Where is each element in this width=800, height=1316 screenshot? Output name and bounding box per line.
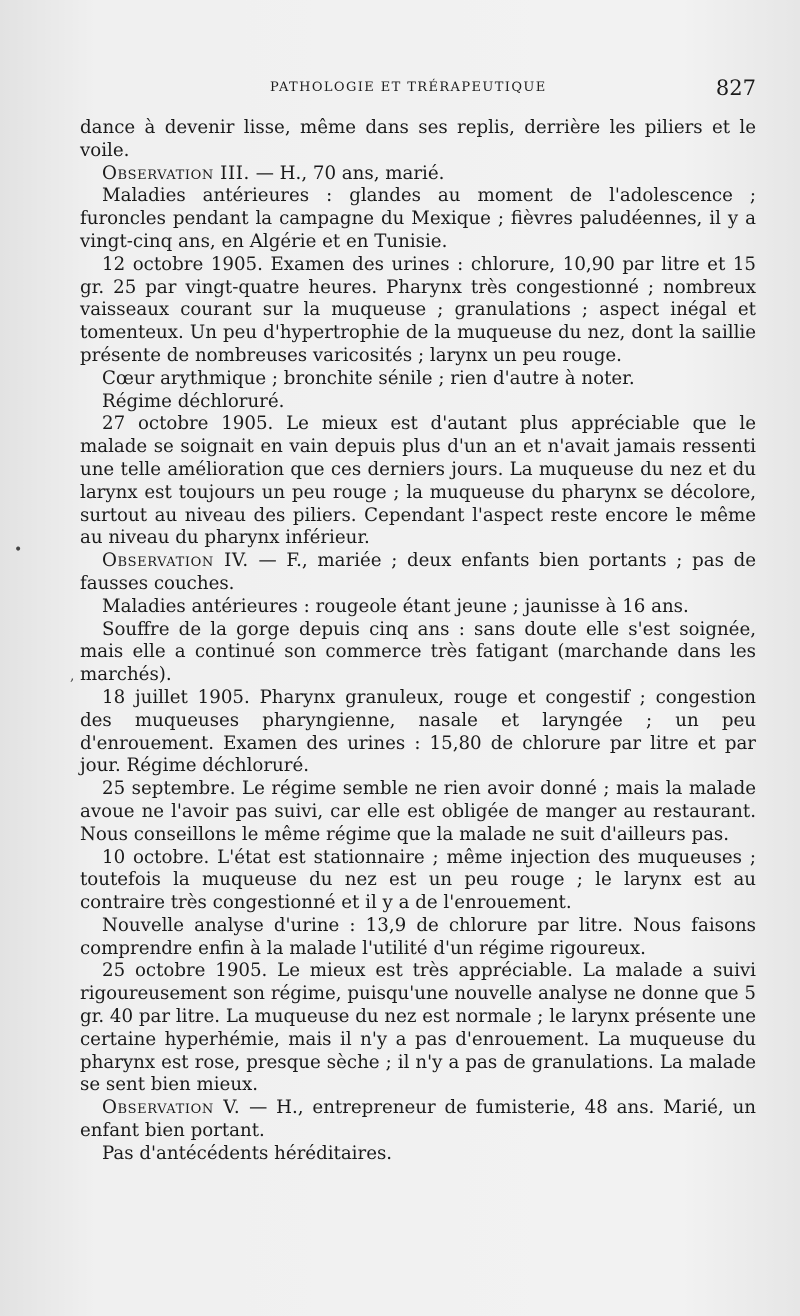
observation-label: Observation III. [102,162,250,184]
margin-bullet-mark: • [14,542,23,558]
paragraph: Souffre de la gorge depuis cinq ans : sans doute elle s'est soignée, mais elle a continué son commerce très fatigant (marchande dans les marchés). [80,618,756,686]
paragraph: Maladies antérieures : rougeole étant jeune ; jaunisse à 16 ans. [102,595,689,617]
paragraph: 18 juillet 1905. Pharynx granuleux, rouge et congestif ; congestion des muqueuses pharyngienne, nasale et laryngée ; un peu d'enrouement. Examen des urines : 15,80 de chlorure par litre et par jour. Régime déchloruré. [80,686,756,777]
paragraph-observation-heading: Observation III. — H., 70 ans, marié. [102,162,445,184]
paragraph: 10 octobre. L'état est stationnaire ; même injection des muqueuses ; toutefois la muqueuse du nez est un peu rouge ; le larynx est au contraire très congestionné et il y a de l'enrouement. [80,846,756,914]
paragraph: 27 octobre 1905. Le mieux est d'autant plus appréciable que le malade se soignait en vain depuis plus d'un an et n'avait jamais ressenti une telle amélioration que ces derniers jours. La muqueuse du nez et du larynx est toujours un peu rouge ; la muqueuse du pharynx se décolore, surtout au niveau des piliers. Cependant l'aspect reste encore le même au niveau du pharynx inférieur. [80,413,756,549]
paragraph: Pas d'antécédents héréditaires. [102,1142,393,1164]
paragraph-continuation: dance à devenir lisse, même dans ses replis, derrière les piliers et le voile. [80,117,756,161]
paragraph: 25 septembre. Le régime semble ne rien avoir donné ; mais la malade avoue ne l'avoir pas suivi, car elle est obligée de manger au restaurant. Nous conseillons le même régime que la malade ne suit d'ailleurs pas. [80,778,756,845]
paragraph: Maladies antérieures : glandes au moment de l'adolescence ; furoncles pendant la campagne du Mexique ; fièvres paludéennes, il y a vingt-cinq ans, en Algérie et en Tunisie. [80,185,756,252]
paragraph-observation-heading: Observation IV. — F., mariée ; deux enfants bien portants ; pas de fausses couches. [80,550,757,594]
page-header [80,76,760,102]
paragraph: Nouvelle analyse d'urine : 13,9 de chlorure par litre. Nous faisons comprendre enfin à la malade l'utilité d'un régime rigoureux. [80,914,756,959]
observation-label: Observation IV. [102,550,249,572]
paragraph: Régime déchloruré. [102,390,285,412]
observation-label: Observation V. [102,1097,241,1119]
paragraph-observation-heading: Observation V. — H., entrepreneur de fumisterie, 48 ans. Marié, un enfant bien portant. [80,1097,756,1142]
running-head: PATHOLOGIE ET TRÉRAPEUTIQUE [270,80,547,95]
paragraph: 12 octobre 1905. Examen des urines : chlorure, 10,90 par litre et 15 gr. 25 par vingt-quatre heures. Pharynx très congestionné ; nombreux vaisseaux courant sur la muqueuse ; granulations ; aspect inégal et tomenteux. Un peu d'hypertrophie de la muqueuse du nez, dont la saillie présente de nombreuses varicosités ; larynx un peu rouge. [80,253,756,366]
body-text [80,117,756,1166]
paragraph: 25 octobre 1905. Le mieux est très appréciable. La malade a suivi rigoureusement son régime, puisqu'une nouvelle analyse ne donne que 5 gr. 40 par litre. La muqueuse du nez est normale ; le larynx présente une certaine hyperhémie, mais il n'y a pas d'enrouement. La muqueuse du pharynx est rose, presque sèche ; il n'y a pas de granulations. La malade se sent bien mieux. [80,960,756,1096]
margin-tick-mark: , [70,668,75,684]
page-number: 827 [715,76,756,100]
paragraph: Cœur arythmique ; bronchite sénile ; rien d'autre à noter. [102,367,635,389]
